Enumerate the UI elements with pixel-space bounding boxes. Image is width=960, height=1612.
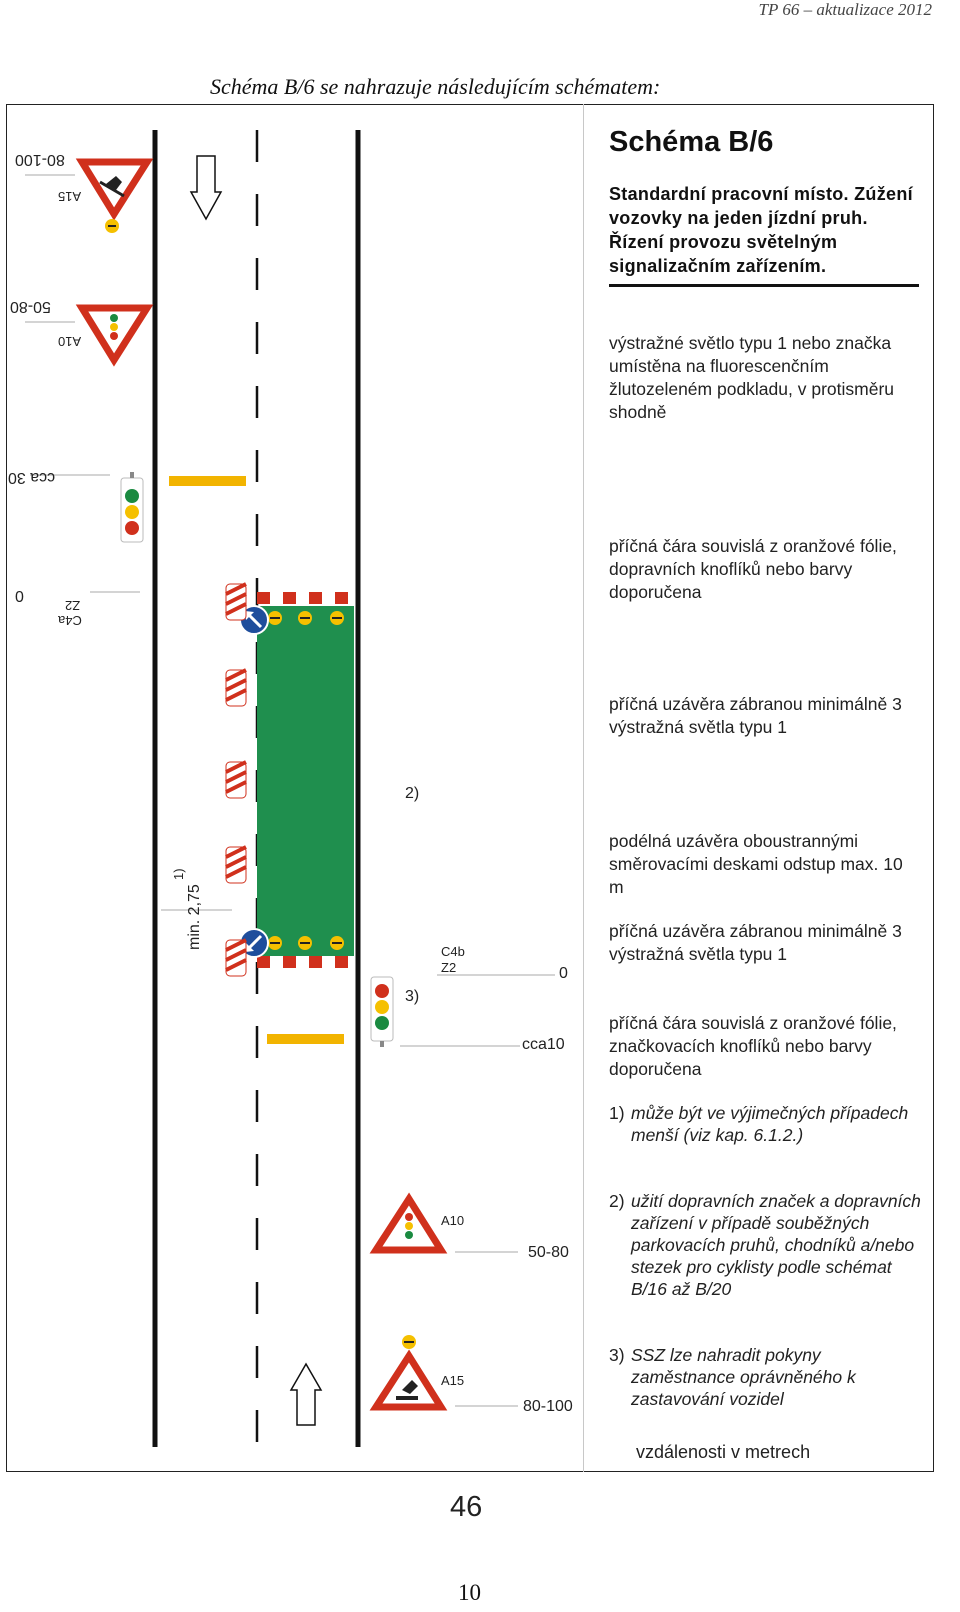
footnote-2 [609,1190,921,1300]
footnote-3-text: SSZ lze nahradit pokyny zaměstnance oprávněného k zastavování vozidel [631,1345,856,1409]
direction-arrow-up-icon [291,1364,321,1425]
warning-lights-top-icon [268,611,344,625]
label-bottom-a15-distance: 80-100 [523,1398,573,1415]
a15-roadworks-sign-bottom-icon [376,1335,441,1407]
stop-line-top [169,476,246,486]
directional-board-4-icon [226,847,246,883]
note-stop-line-top: příčná čára souvislá z oranžové fólie, dopravních knoflíků nebo barvy doporučena [609,536,897,602]
footnote-3-number: 3) [609,1345,625,1365]
traffic-signal-top-icon [121,472,143,542]
scheme-title: Schéma B/6 [609,126,774,158]
label-top-a10-distance: 50-80 [10,298,51,315]
label-footnote-3-marker: 3) [405,988,420,1005]
label-bottom-cca: cca10 [522,1036,565,1053]
a10-traffic-lights-sign-top-icon [82,308,147,360]
intro-text: Schéma B/6 se nahrazuje následujícím schématem: [210,74,661,99]
stop-line-bottom [267,1034,344,1044]
note-barrier-top: příčná uzávěra zábranou minimálně 3 výstražná světla typu 1 [609,694,902,737]
label-top-zero: 0 [15,589,24,606]
footnote-1-text: může být ve výjimečných případech menší (viz kap. 6.1.2.) [631,1103,909,1145]
a15-roadworks-sign-top-icon [82,162,147,233]
label-top-a15-code: A15 [58,189,82,204]
directional-board-5-icon [226,940,246,976]
directional-board-2-icon [226,670,246,706]
label-footnote-1-marker: 1) [171,868,186,880]
directional-board-3-icon [226,762,246,798]
label-top-z2: Z2 [65,598,81,613]
footnote-3 [609,1344,921,1410]
label-c4b: C4b [441,944,465,959]
barrier-bottom [257,956,354,968]
label-bottom-a10-code: A10 [441,1213,465,1228]
label-bottom-a15-code: A15 [441,1373,465,1388]
barrier-top [257,592,354,604]
title-rule [609,284,919,287]
note-barrier-bottom: příčná uzávěra zábranou minimálně 3 výstražná světla typu 1 [609,921,902,964]
a10-traffic-lights-sign-bottom-icon [376,1199,441,1250]
directional-board-1-icon [226,584,246,620]
footnote-1 [609,1102,921,1146]
units-note: vzdálenosti v metrech [636,1442,811,1462]
page-number: 46 [450,1491,483,1523]
label-footnote-2-marker: 2) [405,785,420,802]
label-top-cca: cca 30 [8,469,56,486]
work-zone [257,606,354,956]
warning-lights-bottom-icon [268,936,344,950]
traffic-signal-bottom-icon [371,977,393,1047]
document-reference: TP 66 – aktualizace 2012 [758,0,932,19]
label-bottom-a10-distance: 50-80 [528,1244,569,1261]
label-bottom-zero: 0 [559,965,568,982]
label-min-width: min. 2,75 [186,884,203,950]
label-top-a15-distance: 80-100 [15,151,65,168]
page-number-bottom: 10 [458,1580,481,1605]
note-stop-line-bottom: příčná čára souvislá z oranžové fólie, značkovacích knoflíků nebo barvy doporučena [609,1013,897,1079]
label-top-a10-code: A10 [58,334,82,349]
label-top-c4a: C4a [58,613,82,628]
note-longitudinal-closure: podélná uzávěra oboustrannými směrovacími deskami odstup max. 10 m [609,831,903,897]
note-warning-light: výstražné světlo typu 1 nebo značka umístěna na fluorescenčním žlutozeleném podkladu, v protisměru shodně [609,333,895,422]
footnote-2-text: užití dopravních značek a dopravních zařízení v případě souběžných parkovacích pruhů, chodníků a/nebo stezek pro cyklisty podle schémat B/16 až B/20 [631,1191,921,1299]
label-z2: Z2 [441,960,457,975]
footnote-1-number: 1) [609,1103,625,1123]
scheme-subtitle: Standardní pracovní místo. Zúžení vozovky na jeden jízdní pruh. Řízení provozu světelným signalizačním zařízením. [609,184,913,276]
direction-arrow-down-icon [191,156,221,219]
footnote-2-number: 2) [609,1191,625,1211]
